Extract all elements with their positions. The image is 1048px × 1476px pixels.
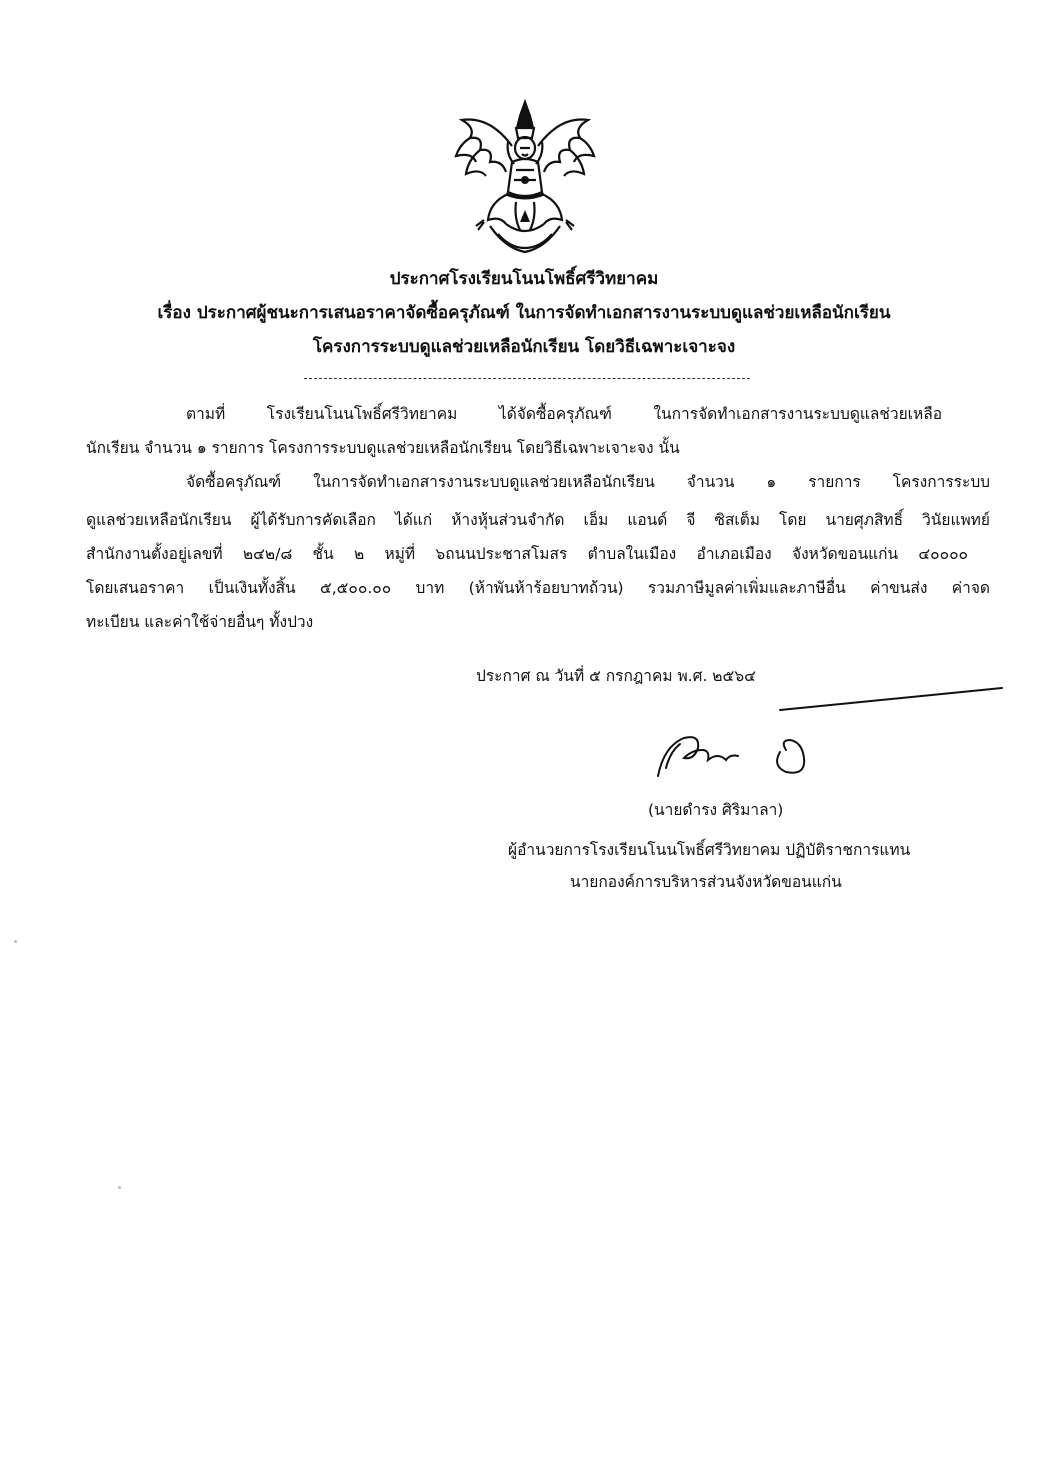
separator-line (304, 378, 750, 379)
paragraph-1-line-2: นักเรียน จำนวน ๑ รายการ โครงการระบบดูแลช่วยเหลือนักเรียน โดยวิธีเฉพาะเจาะจง นั้น (86, 439, 680, 457)
announcement-subject: เรื่อง ประกาศผู้ชนะการเสนอราคาจัดซื้อครุภัณฑ์ ในการจัดทำเอกสารงานระบบดูแลช่วยเหลือนักเรียน (157, 303, 891, 323)
paragraph-2-line-1: จัดซื้อครุภัณฑ์ ในการจัดทำเอกสารงานระบบดูแลช่วยเหลือนักเรียน จำนวน ๑ รายการ โครงการระบบ (186, 473, 990, 491)
paragraph-2-line-2: ดูแลช่วยเหลือนักเรียน ผู้ได้รับการคัดเลือก ได้แก่ ห้างหุ้นส่วนจำกัด เอ็ม แอนด์ จี ซิสเต็ม โดย นายศุภสิทธิ์ วินัยแพทย์ (86, 511, 990, 529)
garuda-emblem-icon (450, 98, 600, 258)
signatory-position-line-2: นายกองค์การบริหารส่วนจังหวัดขอนแก่น (570, 873, 842, 891)
signatory-position-line-1: ผู้อำนวยการโรงเรียนโนนโพธิ์ศรีวิทยาคม ปฏิบัติราชการแทน (508, 841, 911, 859)
paragraph-2-line-3: สำนักงานตั้งอยู่เลขที่ ๒๔๒/๘ ชั้น ๒ หมู่ที่ ๖ถนนประชาสโมสร ตำบลในเมือง อำเภอเมือง จังหวัดขอนแก่น ๔๐๐๐๐ (86, 545, 968, 563)
announcement-title: ประกาศโรงเรียนโนนโพธิ์ศรีวิทยาคม (389, 269, 659, 289)
announcement-date: ประกาศ ณ วันที่ ๕ กรกฎาคม พ.ศ. ๒๕๖๔ (476, 667, 756, 685)
paragraph-2-line-4: โดยเสนอราคา เป็นเงินทั้งสิ้น ๕,๕๐๐.๐๐ บาท (ห้าพันห้าร้อยบาทถ้วน) รวมภาษีมูลค่าเพิ่มและภาษีอื่น ค่าขนส่ง ค่าจด (86, 579, 990, 597)
scan-speck (118, 1186, 121, 1189)
handwritten-signature (640, 680, 1010, 790)
paragraph-2-line-5: ทะเบียน และค่าใช้จ่ายอื่นๆ ทั้งปวง (86, 613, 314, 631)
announcement-subject-continued: โครงการระบบดูแลช่วยเหลือนักเรียน โดยวิธีเฉพาะเจาะจง (312, 337, 736, 357)
scan-speck (14, 940, 17, 943)
paragraph-1-line-1: ตามที่ โรงเรียนโนนโพธิ์ศรีวิทยาคม ได้จัดซื้อครุภัณฑ์ ในการจัดทำเอกสารงานระบบดูแลช่วยเหลือ (186, 405, 942, 423)
signatory-name: (นายดำรง ศิริมาลา) (648, 801, 784, 819)
